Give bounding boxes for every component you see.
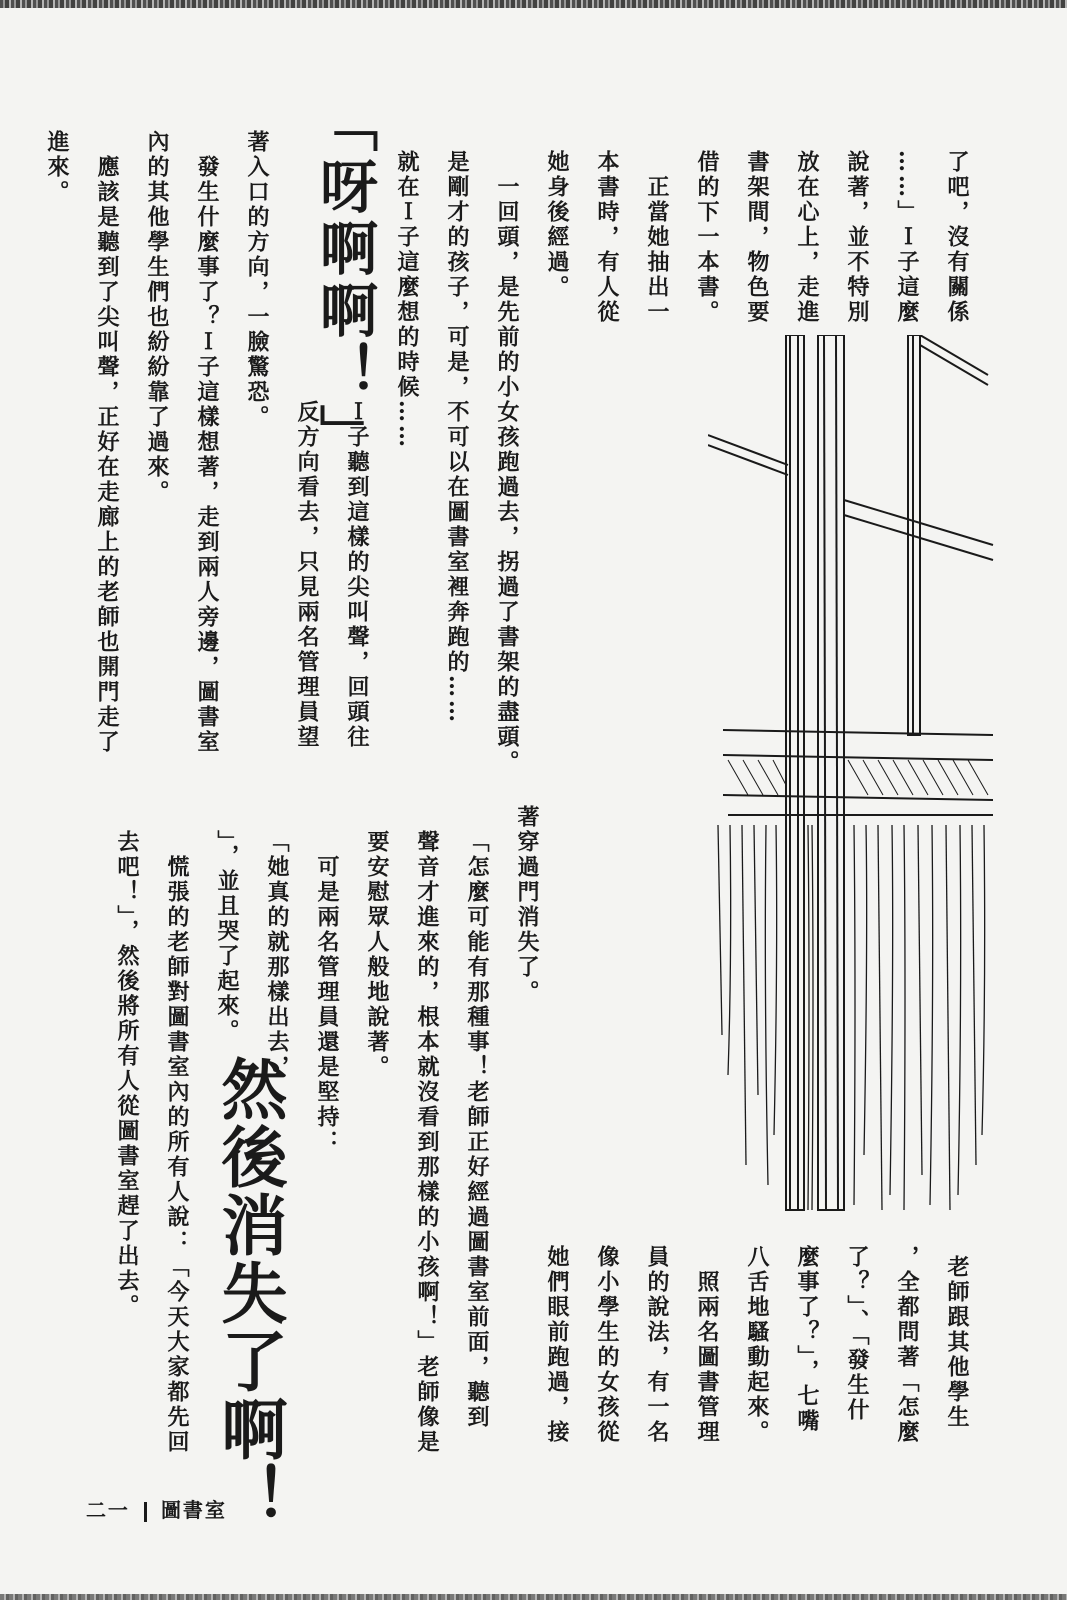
text-column: 正當她抽出一 bbox=[644, 150, 670, 325]
text-column: 」，並且哭了起來。 bbox=[214, 830, 240, 1044]
text-column: 聲音才進來的，根本就沒看到那樣的小孩啊！」老師像是 bbox=[414, 830, 440, 1455]
text-column: 著入口的方向，一臉驚恐。 bbox=[244, 130, 270, 430]
text-column: 反方向看去，只見兩名管理員望 bbox=[294, 400, 320, 750]
text-column: 本書時，有人從 bbox=[594, 150, 620, 325]
text-column: 像小學生的女孩從 bbox=[594, 1245, 620, 1445]
text-column: 她們眼前跑過，接 bbox=[544, 1245, 570, 1445]
page-edge-bottom bbox=[0, 1594, 1067, 1600]
text-column: 老師跟其他學生 bbox=[944, 1255, 970, 1430]
text-column: 是剛才的孩子，可是，不可以在圖書室裡奔跑的…… bbox=[444, 150, 470, 725]
text-column: 可是兩名管理員還是堅持： bbox=[314, 830, 340, 1155]
text-column: 借的下一本書。 bbox=[694, 150, 720, 325]
text-column: 八舌地騷動起來。 bbox=[744, 1245, 770, 1445]
page-footer bbox=[68, 1470, 227, 1523]
text-column: 慌張的老師對圖書室內的所有人說：「今天大家都先回 bbox=[164, 830, 190, 1455]
section-title: 圖書室 bbox=[160, 1498, 227, 1522]
page-edge-top bbox=[0, 0, 1067, 8]
text-column: 就在Ｉ子這麼想的時候…… bbox=[394, 150, 420, 450]
text-column: 要安慰眾人般地說著。 bbox=[364, 830, 390, 1080]
text-column: 說著，並不特別 bbox=[844, 150, 870, 325]
text-column: 照兩名圖書管理 bbox=[694, 1245, 720, 1445]
text-column: 一回頭，是先前的小女孩跑過去，拐過了書架的盡頭。 bbox=[494, 150, 520, 775]
text-column: 了？」、「發生什 bbox=[844, 1245, 870, 1423]
page-number: 二一 bbox=[85, 1498, 130, 1522]
shout-heading: 「呀啊啊！」 bbox=[310, 94, 378, 466]
text-column: 她身後經過。 bbox=[544, 150, 570, 300]
text-column: 著穿過門消失了。 bbox=[514, 805, 540, 1005]
footer-divider bbox=[144, 1502, 147, 1522]
text-column: Ｉ子聽到這樣的尖叫聲，回頭往 bbox=[344, 400, 370, 750]
text-column: 發生什麼事了？Ｉ子這樣想著，走到兩人旁邊，圖書室 bbox=[194, 130, 220, 755]
text-column: 「怎麼可能有那種事！老師正好經過圖書室前面，聽到 bbox=[464, 830, 490, 1430]
text-column: 「她真的就那樣出去， bbox=[264, 830, 290, 1080]
text-column: 應該是聽到了尖叫聲，正好在走廊上的老師也開門走了 bbox=[94, 130, 120, 755]
text-column: 放在心上，走進 bbox=[794, 150, 820, 325]
text-column: 了吧，沒有關係 bbox=[944, 150, 970, 325]
bookshelf-illustration bbox=[708, 335, 998, 1220]
text-column: 進來。 bbox=[44, 130, 70, 205]
text-column: ，全都問著「怎麼 bbox=[894, 1245, 920, 1445]
text-column: 去吧！」，然後將所有人從圖書室趕了出去。 bbox=[114, 830, 140, 1319]
text-column: 員的說法，有一名 bbox=[644, 1245, 670, 1445]
text-column: 書架間，物色要 bbox=[744, 150, 770, 325]
text-column: 內的其他學生們也紛紛靠了過來。 bbox=[144, 130, 170, 505]
text-column: ……」Ｉ子這麼 bbox=[894, 150, 920, 325]
text-column: 麼事了？」，七嘴 bbox=[794, 1245, 820, 1434]
shout-heading: 然後消失了啊！ bbox=[210, 1055, 288, 1531]
